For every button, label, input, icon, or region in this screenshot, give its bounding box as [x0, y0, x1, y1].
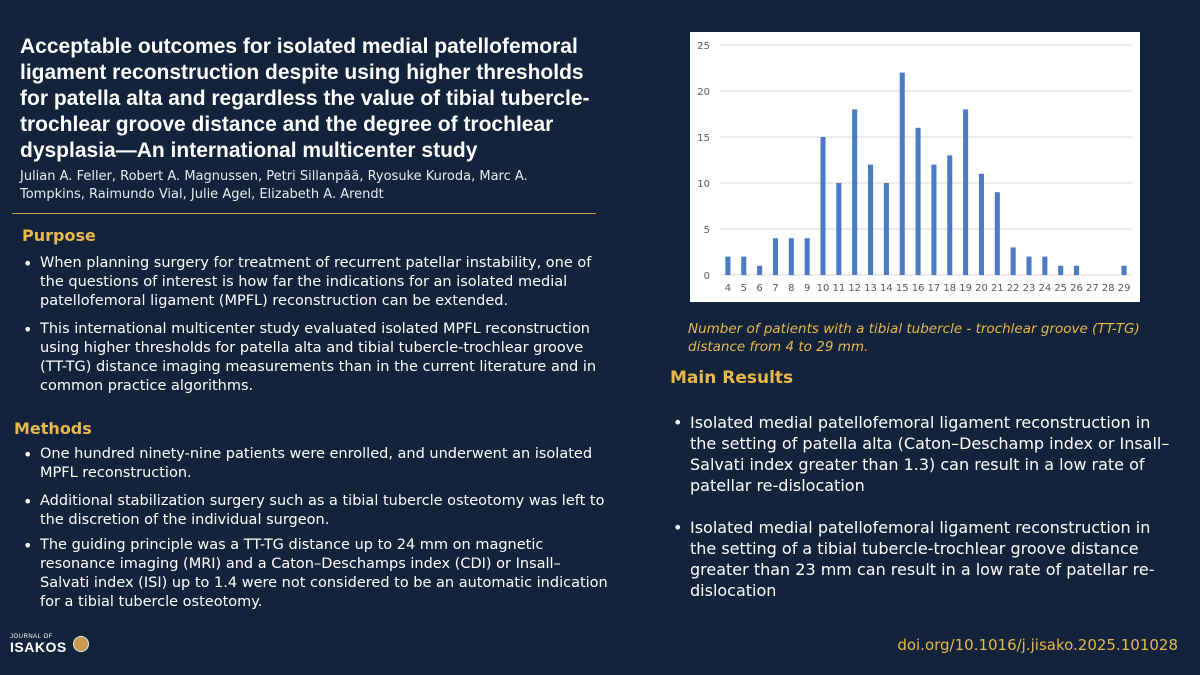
x-tick-label: 13 — [864, 283, 877, 294]
methods-item: • Additional stabilization surgery such as a tibial tubercle osteotomy was left to the discretion of the individual surgeon. — [20, 492, 610, 530]
y-tick-label: 10 — [697, 179, 710, 190]
x-tick-label: 10 — [816, 283, 830, 294]
purpose-item: • This international multicenter study evaluated isolated MPFL reconstruction using higher thresholds for patella alta and tibial tubercle-trochlear groove (TT-TG) distance imaging measurements than in the current literature and in common practice algorithms. — [20, 320, 600, 396]
methods-heading: Methods — [14, 419, 92, 438]
bar — [868, 165, 873, 275]
chart-caption: Number of patients with a tibial tubercle - trochlear groove (TT-TG) distance from 4 to 29 mm. — [688, 321, 1140, 355]
histogram-chart — [690, 32, 1140, 302]
x-tick-label: 24 — [1038, 283, 1052, 294]
bar — [1011, 247, 1016, 275]
x-tick-label: 12 — [848, 283, 862, 294]
bar — [979, 174, 984, 275]
bar — [1026, 257, 1031, 275]
x-tick-label: 26 — [1070, 283, 1083, 294]
x-tick-label: 23 — [1022, 283, 1036, 294]
page-title: Acceptable outcomes for isolated medial patellofemoral ligament reconstruction despite using higher thresholds for patella alta and regardless the value of tibial tubercle-trochlear groove distance and the degree of trochlear dysplasia—An international multicenter study — [20, 35, 590, 162]
bar — [1042, 257, 1047, 275]
x-tick-label: 20 — [975, 283, 988, 294]
x-tick-label: 5 — [740, 283, 747, 294]
x-tick-label: 27 — [1086, 283, 1099, 294]
purpose-heading: Purpose — [22, 226, 96, 245]
bar — [931, 165, 936, 275]
bar — [995, 192, 1000, 275]
x-tick-label: 29 — [1117, 283, 1131, 294]
bar — [773, 238, 778, 275]
bar — [1058, 266, 1063, 275]
results-item: • Isolated medial patellofemoral ligament reconstruction in the setting of a tibial tubercle-trochlear groove distance greater than 23 mm can result in a low rate of patellar re-dislocation — [670, 517, 1170, 601]
x-tick-label: 18 — [943, 283, 957, 294]
bar — [963, 109, 968, 275]
x-tick-label: 28 — [1101, 283, 1115, 294]
bar — [741, 257, 746, 275]
x-tick-label: 16 — [911, 283, 925, 294]
bar — [884, 183, 889, 275]
x-tick-label: 6 — [756, 283, 763, 294]
y-tick-label: 15 — [697, 133, 710, 144]
x-tick-label: 15 — [895, 283, 909, 294]
y-tick-label: 0 — [703, 271, 710, 282]
authors: Julian A. Feller, Robert A. Magnussen, Petri Sillanpää, Ryosuke Kuroda, Marc A. Tompkins, Raimundo Vial, Julie Agel, Elizabeth A. Arendt — [20, 169, 528, 202]
logo-big-text: ISAKOS — [10, 639, 67, 655]
bar — [836, 183, 841, 275]
x-tick-label: 7 — [772, 283, 779, 294]
x-tick-label: 4 — [724, 283, 732, 294]
purpose-item: • When planning surgery for treatment of recurrent patellar instability, one of the questions of interest is how far the indications for an isolated medial patellofemoral ligament (MPFL) reconstruction can be extended. — [20, 254, 600, 311]
chart-svg — [690, 32, 1140, 302]
logo-small-text: JOURNAL OF — [10, 634, 53, 640]
bar — [725, 257, 730, 275]
purpose-list — [20, 254, 600, 396]
bar — [947, 155, 952, 275]
x-tick-label: 14 — [880, 283, 893, 294]
bar — [757, 266, 762, 275]
x-tick-label: 21 — [990, 283, 1004, 294]
methods-item: • The guiding principle was a TT-TG distance up to 24 mm on magnetic resonance imaging (MRI) and a Caton–Deschamps index (CDI) or Insall–Salvati index (ISI) up to 1.4 were not considered to be an automatic indication for a tibial tubercle osteotomy. — [20, 536, 610, 612]
journal-logo — [10, 634, 89, 654]
x-tick-label: 25 — [1054, 283, 1068, 294]
bar — [1074, 266, 1079, 275]
seal-icon — [73, 636, 89, 652]
y-tick-label: 20 — [697, 87, 710, 98]
x-tick-label: 17 — [927, 283, 941, 294]
results-item: • Isolated medial patellofemoral ligament reconstruction in the setting of patella alta (Caton–Deschamp index or Insall–Salvati index greater than 1.3) can result in a low rate of patellar re-dislocation — [670, 412, 1170, 496]
bar — [805, 238, 810, 275]
x-tick-label: 19 — [959, 283, 972, 294]
x-tick-label: 11 — [832, 283, 846, 294]
bar — [820, 137, 825, 275]
y-tick-label: 5 — [703, 225, 710, 236]
results-heading: Main Results — [670, 368, 794, 388]
bar — [852, 109, 857, 275]
bar — [1122, 266, 1127, 275]
x-tick-label: 22 — [1006, 283, 1020, 294]
x-tick-label: 9 — [803, 283, 811, 294]
bar — [789, 238, 794, 275]
bar — [916, 128, 921, 275]
bar — [900, 73, 905, 275]
doi-link[interactable]: doi.org/10.1016/j.jisako.2025.101028 — [897, 636, 1178, 654]
methods-item: • One hundred ninety-nine patients were enrolled, and underwent an isolated MPFL reconstruction. — [20, 445, 610, 483]
results-list — [670, 412, 1170, 601]
methods-list — [20, 445, 610, 612]
y-tick-label: 25 — [697, 41, 710, 52]
divider — [12, 213, 596, 214]
x-tick-label: 8 — [788, 283, 795, 294]
